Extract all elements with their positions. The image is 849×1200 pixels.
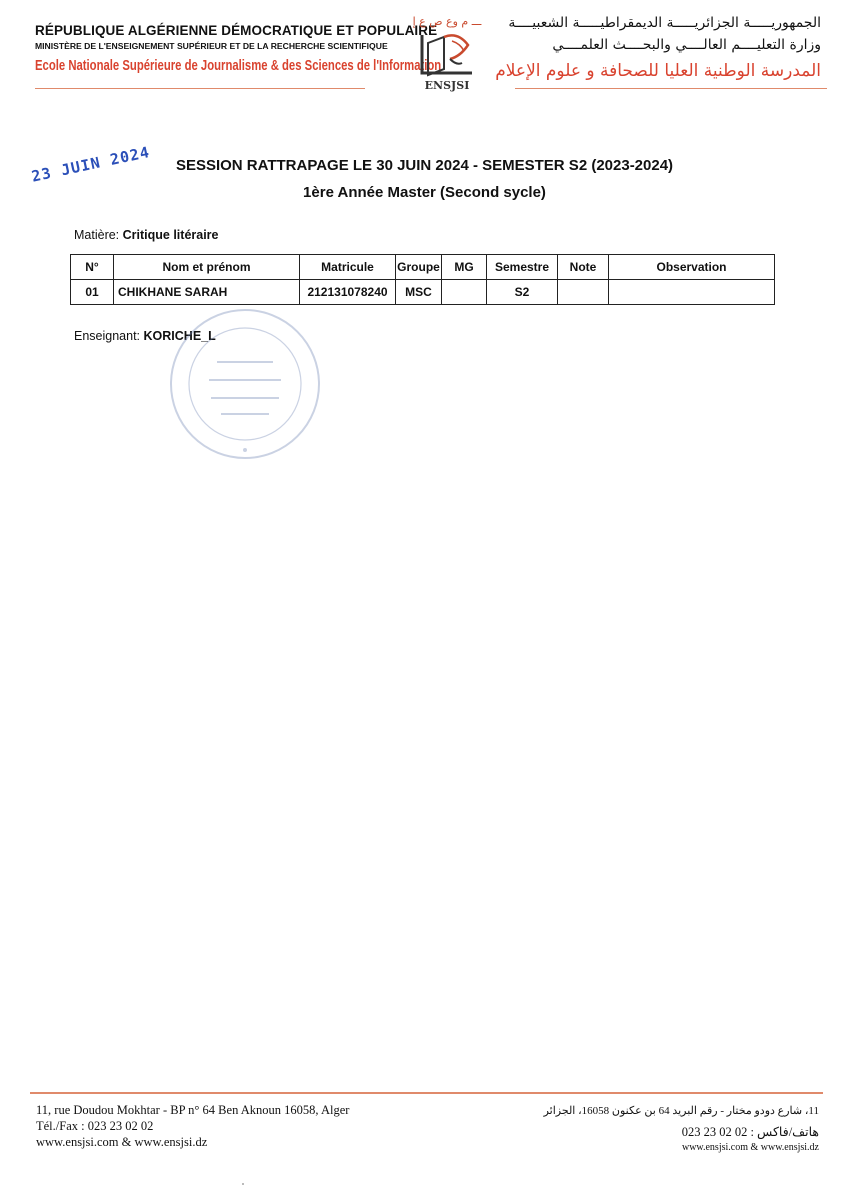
subject-value: Critique litéraire xyxy=(122,228,219,242)
official-seal-stamp xyxy=(165,300,325,468)
document-title: SESSION RATTRAPAGE LE 30 JUIN 2024 - SEMESTER S2 (2023-2024) xyxy=(175,157,674,174)
footer-phone-fr: Tél./Fax : 023 23 02 02 xyxy=(36,1119,154,1133)
column-header-note: Note xyxy=(558,255,609,280)
cell-group: MSC xyxy=(396,280,442,305)
cell-matricule: 212131078240 xyxy=(300,280,396,305)
cell-observation xyxy=(609,280,775,305)
subject-label: Matière: xyxy=(74,228,120,242)
header-divider-right xyxy=(515,88,827,89)
header-ministry-fr: MINISTÈRE DE L'ENSEIGNEMENT SUPÉRIEUR ET DE LA RECHERCHE SCIENTIFIQUE xyxy=(35,41,388,51)
footer-websites-right: www.ensjsi.com & www.ensjsi.dz xyxy=(681,1142,819,1153)
header-country-fr: RÉPUBLIQUE ALGÉRIENNE DÉMOCRATIQUE ET POPULAIRE xyxy=(35,23,438,38)
logo-book-quill-icon xyxy=(410,29,484,81)
header-country-ar: الجمهوريـــــة الجزائريـــــة الديمقراطيـــــة الشعبيــــة xyxy=(508,15,821,31)
header-divider-left xyxy=(35,88,365,89)
cell-mg xyxy=(442,280,487,305)
footer-divider xyxy=(30,1092,823,1094)
column-header-mg: MG xyxy=(442,255,487,280)
logo-motto: ـــ م وع ص ع إ xyxy=(412,15,482,28)
cell-note xyxy=(558,280,609,305)
document-subtitle: 1ère Année Master (Second sycle) xyxy=(303,184,546,201)
footer-address-fr: 11, rue Doudou Mokhtar - BP n° 64 Ben Aknoun 16058, Alger xyxy=(36,1103,350,1117)
teacher-value: KORICHE_L xyxy=(143,329,216,343)
footer-websites-left: www.ensjsi.com & www.ensjsi.dz xyxy=(36,1135,208,1149)
column-header-semester: Semestre xyxy=(487,255,558,280)
teacher-label: Enseignant: xyxy=(74,329,141,343)
subject-line xyxy=(74,228,219,242)
footer-address-ar: 11، شارع دودو مختار - رقم البريد 64 بن عكنون 16058، الجزائر xyxy=(543,1105,819,1117)
date-stamp: 23 JUIN 2024 xyxy=(30,142,152,186)
column-header-matricule: Matricule xyxy=(300,255,396,280)
footer-phone-ar: هاتف/فاكس : 02 02 23 023 xyxy=(681,1125,819,1139)
header-school-fr: Ecole Nationale Supérieure de Journalisme & des Sciences de l'Information xyxy=(35,58,442,74)
school-logo xyxy=(402,15,492,95)
column-header-group: Groupe xyxy=(396,255,442,280)
table-header-row xyxy=(71,255,775,280)
cell-name: CHIKHANE SARAH xyxy=(114,280,300,305)
column-header-observation: Observation xyxy=(609,255,775,280)
column-header-number: N° xyxy=(71,255,114,280)
scan-speck xyxy=(242,1183,244,1185)
cell-number: 01 xyxy=(71,280,114,305)
header-ministry-ar: وزارة التعليــــم العالــــي والبحــــث العلمــــي xyxy=(552,37,821,53)
logo-name: ENSJSI xyxy=(424,79,470,92)
grades-table xyxy=(70,254,775,305)
cell-semester: S2 xyxy=(487,280,558,305)
header-school-ar: المدرسة الوطنية العليا للصحافة و علوم الإعلام xyxy=(495,61,821,81)
column-header-name: Nom et prénom xyxy=(114,255,300,280)
